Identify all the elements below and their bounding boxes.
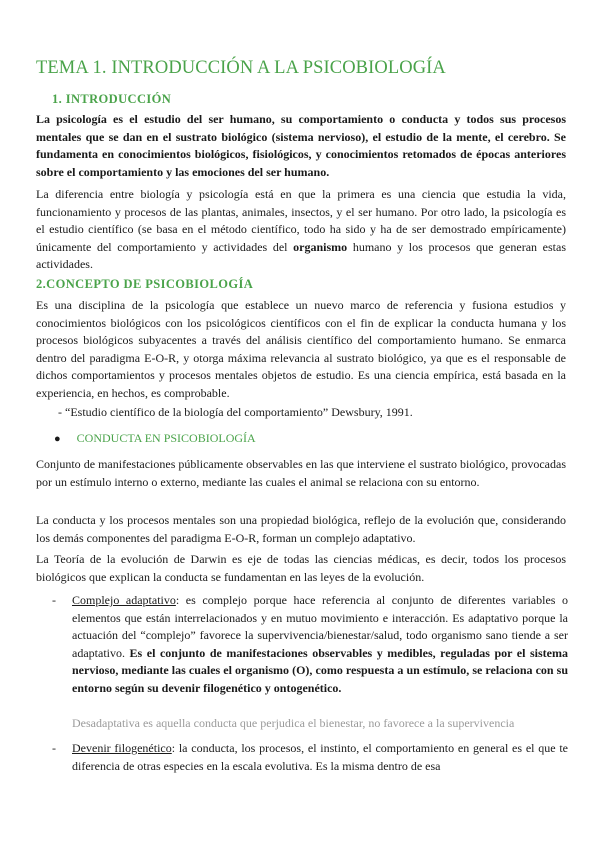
bullet-dot-icon: ●	[54, 433, 61, 445]
list-dash: -	[52, 741, 56, 755]
list-item-body	[72, 740, 568, 775]
paragraph-text-start: La diferencia entre biología y psicología está en que la primera es una ciencia que estudia la vida, funcionamiento y procesos de las plantas, animales, insectos, y el ser humano. Por otro lado, la psicología es el estudio científico (se basa en el método científico, todo ha sido y ha de ser demostrado empíricamente) únicamente del comportamiento y actividades del	[36, 187, 566, 254]
concepto-paragraph: Es una disciplina de la psicología que establece un nuevo marco de referencia y fusiona estudios y conocimientos biológicos con los psicológicos científicos con el fin de explicar la conducta humana y los procesos biológicos subyacentes a través del análisis científico del comportamiento humano. Se enmarca dentro del paradigma E-O-R, y otorga máxima relevancia al sustrato biológico, ya que es el responsable de dichos comportamientos y procesos mentales objetos de estudio. Es una ciencia empírica, está basada en la experiencia, en hechos, es comprobable.	[36, 298, 566, 400]
biology-vs-psychology-paragraph	[36, 186, 566, 274]
procesos-mentales-paragraph: La conducta y los procesos mentales son una propiedad biológica, reflejo de la evolución que, considerando los demás componentes del paradigma E-O-R, forman un complejo adaptativo.	[36, 513, 566, 545]
section-heading-concepto: 2.CONCEPTO DE PSICOBIOLOGÍA	[36, 277, 254, 291]
term-description: : es complejo porque hace referencia al conjunto de diferentes variables o elementos que están interrelacionados y en mutuo movimiento e interacción. Es adaptativo porque la actuación del “complejo” favorece la supervivencia/bienestar/salud, todo organismo sano tiende a ser adaptativo.	[72, 593, 569, 660]
paragraph-bold-term: organismo	[293, 239, 348, 254]
list-dash: -	[52, 593, 56, 607]
term-complejo-adaptativo: Complejo adaptativo	[72, 593, 176, 607]
bullet-conducta	[54, 431, 256, 446]
dewsbury-citation: - “Estudio científico de la biología del comportamiento” Dewsbury, 1991.	[58, 405, 413, 419]
section-heading-introduccion: 1. INTRODUCCIÓN	[52, 92, 172, 106]
conducta-definition-paragraph: Conjunto de manifestaciones públicamente observables en las que interviene el sustrato biológico, provocadas por un estímulo interno o externo, mediante las cuales el animal se relaciona con su entorno.	[36, 457, 566, 489]
term-bold-definition: Es el conjunto de manifestaciones observables y medibles, reguladas por el sistema nervioso, mediante las cuales el organismo (O), como respuesta a un estímulo, se relaciona con su entorno según su devenir filogenético y ontogenético.	[72, 645, 568, 695]
darwin-paragraph: La Teoría de la evolución de Darwin es eje de todas las ciencias médicas, es decir, todos los procesos biológicos que explican la conducta se fundamentan en las leyes de la evolución.	[36, 552, 566, 584]
bullet-heading: CONDUCTA EN PSICOBIOLOGÍA	[76, 431, 256, 445]
document-title: TEMA 1. INTRODUCCIÓN A LA PSICOBIOLOGÍA	[36, 58, 446, 78]
paragraph-text-end: humano y los procesos que generan estas actividades.	[36, 239, 567, 271]
term-devenir-filogenetico: Devenir filogenético	[72, 741, 172, 755]
term-description: : la conducta, los procesos, el instinto, el comportamiento en general es el que te diferencia de otras especies en la escala evolutiva. Es la misma dentro de esa	[72, 741, 568, 773]
list-item-devenir-filogenetico	[52, 740, 568, 775]
list-item-complejo-adaptativo	[52, 592, 568, 697]
list-item-body	[72, 592, 568, 697]
desadaptativa-note: Desadaptativa es aquella conducta que perjudica el bienestar, no favorece a la supervivencia	[72, 716, 515, 730]
intro-bold-paragraph: La psicología es el estudio del ser humano, su comportamiento o conducta y todos sus procesos mentales que se dan en el sustrato biológico (sistema nervioso), el estudio de la mente, el cerebro. Se fundamenta en conocimientos biológicos, fisiológicos, y conocimientos retomados de épocas anteriores sobre el comportamiento y las emociones del ser humano.	[36, 112, 566, 179]
